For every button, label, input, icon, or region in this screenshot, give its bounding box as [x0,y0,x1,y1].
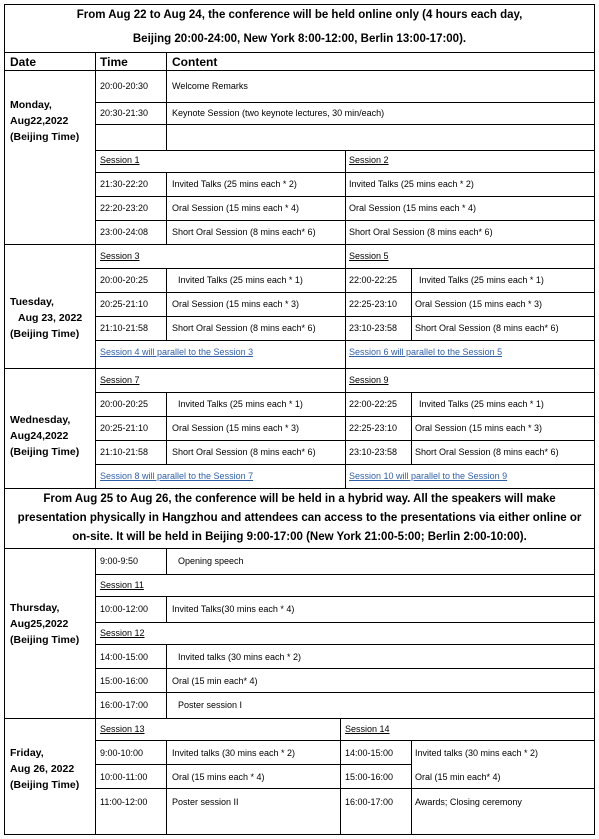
hybrid-notice-line-1: From Aug 25 to Aug 26, the conference will be held in a hybrid way. All the speakers will make [43,493,556,505]
day-label-tuesday: Tuesday, Aug 23, 2022 (Beijing Time) [10,296,83,340]
hybrid-notice-line-3: on-site. It will be held in Beijing 9:00-17:00 (New York 21:00-5:00; Berlin 2:00-10:00). [72,531,527,543]
divider [95,622,595,623]
divider [4,368,595,369]
session-label: Session 9 [349,375,389,385]
divider [345,368,346,488]
content-cell: Oral (15 min each* 4) [172,676,258,686]
divider [411,740,412,835]
content-cell: Welcome Remarks [172,81,248,91]
time-cell: 20:00-20:30 [100,81,149,91]
divider [4,244,595,245]
divider [345,244,346,368]
divider [166,740,167,835]
time-cell: 11:00-12:00 [100,797,148,807]
content-cell: Oral Session (15 mins each * 3) [172,299,300,309]
parallel-session-link[interactable]: Session 10 will parallel to the Session 9 [349,471,508,481]
divider [95,574,595,575]
session-label: Session 12 [100,628,145,638]
day-label-wednesday: Wednesday, Aug24,2022 (Beijing Time) [10,414,80,458]
divider [95,644,595,645]
schedule-table [4,4,595,835]
time-cell: 20:30-21:30 [100,108,149,118]
content-cell: Oral Session (15 mins each * 4) [349,203,477,213]
session-label: Session 3 [100,251,140,261]
content-cell: Short Oral Session (8 mins each* 6) [415,447,559,457]
content-cell: Short Oral Session (8 mins each* 6) [172,227,316,237]
time-cell: 15:00-16:00 [345,772,394,782]
content-cell: Invited Talks(30 mins each * 4) [172,604,295,614]
divider [411,268,412,340]
content-cell: Short Oral Session (8 mins each* 6) [349,227,493,237]
divider [345,150,346,244]
divider [4,70,595,71]
session-label: Session 11 [100,580,144,590]
content-cell: Invited talks (30 mins each * 2) [415,748,539,758]
online-notice-line-2: Beijing 20:00-24:00, New York 8:00-12:00, Berlin 13:00-17:00). [132,33,467,45]
time-cell: 23:10-23:58 [349,323,398,333]
day-label-thursday: Thursday, Aug25,2022 (Beijing Time) [10,602,80,646]
divider [95,740,595,741]
content-cell: Invited talks (30 mins each * 2) [172,748,296,758]
time-cell: 22:25-23:10 [349,423,398,433]
content-cell: Invited Talks (25 mins each * 2) [349,179,474,189]
divider [166,52,167,150]
content-cell: Poster session II [172,797,239,807]
divider [4,718,595,719]
divider [95,764,411,765]
divider [4,548,595,549]
column-header-time: Time [100,55,128,69]
time-cell: 22:00-22:25 [349,399,398,409]
divider [95,124,595,125]
session-label: Session 13 [100,724,145,734]
time-cell: 10:00-11:00 [100,772,148,782]
content-cell: Oral Session (15 mins each * 4) [172,203,300,213]
content-cell: Invited Talks (25 mins each * 1) [419,275,544,285]
content-cell: Invited Talks (25 mins each * 2) [172,179,297,189]
time-cell: 9:00-10:00 [100,748,144,758]
time-cell: 23:00-24:08 [100,227,149,237]
time-cell: 21:30-22:20 [100,179,149,189]
time-cell: 20:25-21:10 [100,299,149,309]
divider [166,392,167,464]
column-header-content: Content [172,55,218,69]
time-cell: 21:10-21:58 [100,323,149,333]
time-cell: 22:00-22:25 [349,275,398,285]
divider [166,268,167,340]
session-label: Session 1 [100,155,140,165]
day-label-monday: Monday, Aug22,2022 (Beijing Time) [10,99,80,143]
time-cell: 9:00-9:50 [100,556,139,566]
time-cell: 22:25-23:10 [349,299,398,309]
session-label: Session 14 [345,724,390,734]
time-cell: 20:25-21:10 [100,423,149,433]
time-cell: 16:00-17:00 [100,700,149,710]
time-cell: 20:00-20:25 [100,399,149,409]
divider [166,596,167,622]
divider [95,596,595,597]
session-label: Session 7 [100,375,140,385]
divider [95,692,595,693]
divider [166,172,167,244]
content-cell: Oral Session (15 mins each * 3) [415,423,543,433]
parallel-session-link[interactable]: Session 8 will parallel to the Session 7 [100,471,254,481]
session-label: Session 5 [349,251,389,261]
time-cell: 23:10-23:58 [349,447,398,457]
content-cell: Short Oral Session (8 mins each* 6) [172,323,316,333]
content-cell: Invited talks (30 mins each * 2) [178,652,302,662]
content-cell: Oral Session (15 mins each * 3) [415,299,543,309]
column-header-date: Date [10,55,37,69]
content-cell: Oral (15 mins each * 4) [172,772,265,782]
content-cell: Invited Talks (25 mins each * 1) [419,399,544,409]
divider [95,668,595,669]
content-cell: Invited Talks (25 mins each * 1) [178,275,303,285]
content-cell: Oral (15 min each* 4) [415,772,501,782]
parallel-session-link[interactable]: Session 4 will parallel to the Session 3 [100,347,254,357]
content-cell: Short Oral Session (8 mins each* 6) [415,323,559,333]
session-label: Session 2 [349,155,389,165]
content-cell: Poster session I [178,700,243,710]
content-cell: Opening speech [178,556,244,566]
time-cell: 15:00-16:00 [100,676,149,686]
time-cell: 10:00-12:00 [100,604,149,614]
time-cell: 20:00-20:25 [100,275,149,285]
divider [166,644,167,718]
content-cell: Awards; Closing ceremony [415,797,522,807]
content-cell: Short Oral Session (8 mins each* 6) [172,447,316,457]
divider [166,548,167,574]
divider [95,548,96,835]
content-cell: Keynote Session (two keynote lectures, 30 min/each) [172,108,385,118]
content-cell: Oral Session (15 mins each * 3) [172,423,300,433]
time-cell: 22:20-23:20 [100,203,149,213]
divider [411,392,412,464]
time-cell: 21:10-21:58 [100,447,149,457]
time-cell: 14:00-15:00 [100,652,149,662]
day-label-friday: Friday, Aug 26, 2022 (Beijing Time) [10,747,80,791]
divider [95,788,595,789]
time-cell: 14:00-15:00 [345,748,394,758]
hybrid-notice-line-2: presentation physically in Hangzhou and attendees can access to the presentations via either online or [17,512,582,524]
time-cell: 16:00-17:00 [345,797,394,807]
divider [4,52,595,53]
online-notice-line-1: From Aug 22 to Aug 24, the conference will be held online only (4 hours each day, [76,9,523,21]
divider [340,718,341,835]
parallel-session-link[interactable]: Session 6 will parallel to the Session 5 [349,347,503,357]
divider [95,102,595,103]
content-cell: Invited Talks (25 mins each * 1) [178,399,303,409]
divider [95,52,96,488]
